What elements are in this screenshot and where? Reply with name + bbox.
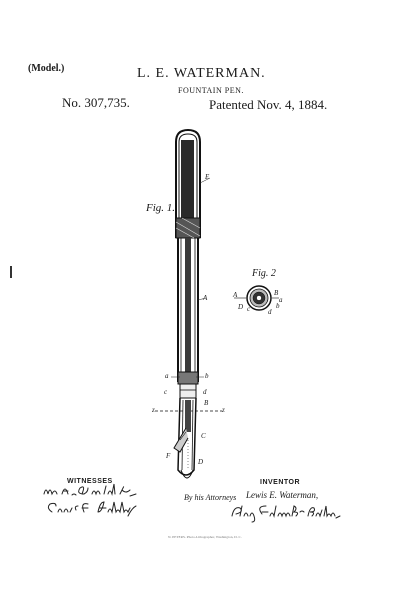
patent-number: No. 307,735. (62, 95, 130, 110)
fig1-letter-z-right: z (222, 406, 225, 414)
fig1-letter-z-left: z (152, 406, 155, 414)
figure-2-label: Fig. 2 (252, 268, 276, 279)
fig1-letter-C: C (201, 432, 206, 440)
fig1-letter-c: c (164, 388, 168, 396)
fig2-letter-d: d (268, 308, 272, 316)
fig2-letter-A: A (233, 291, 238, 299)
fig2-letter-B: B (274, 289, 279, 297)
fig1-letter-A: A (203, 294, 208, 302)
model-label: (Model.) (28, 63, 65, 74)
figure-1-pen (155, 130, 222, 478)
inventor-label: INVENTOR (260, 479, 301, 486)
fig2-letter-c: c (247, 305, 251, 313)
fig1-letter-B: B (204, 399, 209, 407)
inventor-name: Lewis E. Waterman, (246, 490, 319, 500)
fig1-letter-d: d (203, 388, 207, 396)
printer-credit: N. PETERS. Photo-Lithographer, Washington, D. C. (168, 535, 242, 539)
fig1-letter-F: F (166, 452, 171, 460)
fig2-letter-D: D (238, 303, 244, 311)
figure-1-label: Fig. 1. (146, 202, 176, 214)
fig1-letter-b: b (205, 372, 209, 380)
fig1-letter-D: D (198, 458, 204, 466)
inventor-title: L. E. WATERMAN. (137, 66, 266, 81)
fig1-letter-a: a (165, 372, 169, 380)
by-attorneys: By his Attorneys (184, 493, 237, 502)
fig2-letter-a: a (279, 296, 283, 304)
fig2-letter-b: b (276, 302, 280, 310)
invention-subject: FOUNTAIN PEN. (178, 86, 244, 95)
witnesses-label: WITNESSES (67, 478, 113, 485)
patent-date: Patented Nov. 4, 1884. (209, 97, 328, 112)
fig1-letter-E: E (205, 173, 210, 181)
